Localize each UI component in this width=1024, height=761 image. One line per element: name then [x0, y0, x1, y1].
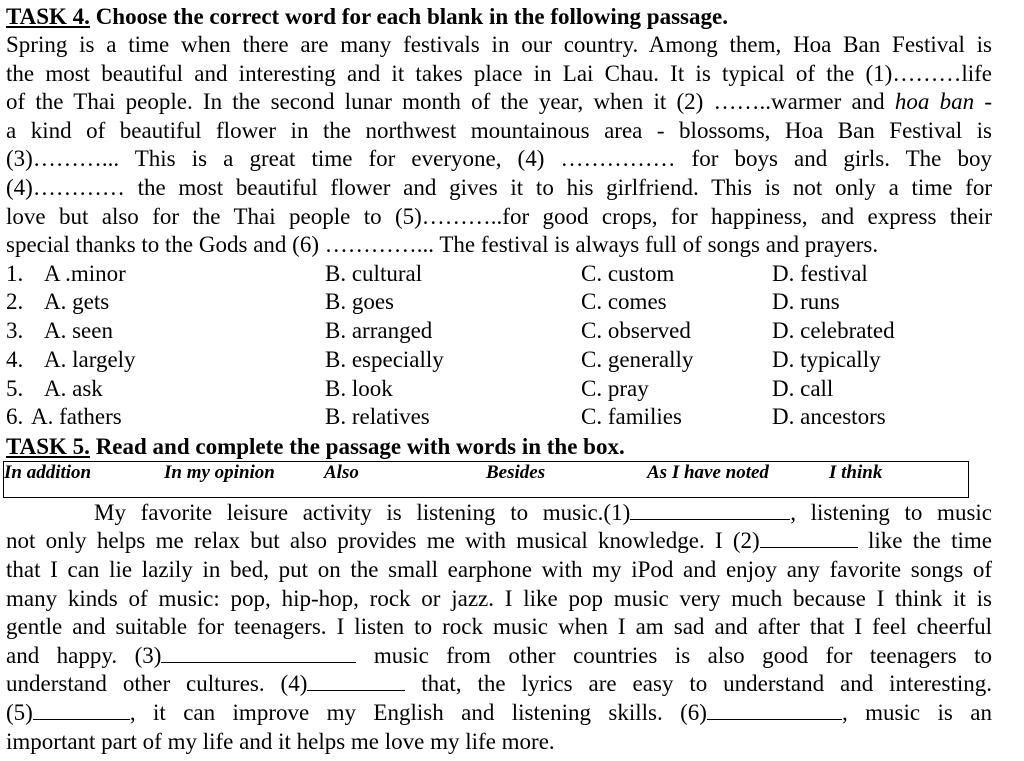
option-row-3	[6, 317, 992, 346]
option-number: 3.	[6, 318, 24, 344]
blank-2[interactable]	[760, 529, 858, 548]
option-b: B. look	[325, 375, 393, 401]
word-box-item: In my opinion	[164, 461, 275, 483]
task5-line-4: many kinds of music: pop, hip-hop, rock or jazz. I like pop music very much because I think it is	[6, 585, 992, 611]
option-b: B. arranged	[325, 318, 433, 344]
blank-1[interactable]	[630, 501, 790, 520]
task4-heading	[6, 2, 992, 31]
option-row-1	[6, 260, 992, 289]
text-segment: and happy. (3)	[6, 642, 162, 668]
option-b: B. relatives	[325, 404, 430, 430]
text-segment: (5)	[6, 700, 33, 726]
task4-passage	[6, 31, 992, 260]
task5-line-8	[6, 699, 992, 728]
task5-heading	[6, 432, 992, 461]
task5-passage	[6, 499, 992, 756]
option-number: 6.	[6, 404, 24, 430]
option-d: D. celebrated	[772, 318, 895, 344]
blank-5[interactable]	[33, 701, 130, 720]
option-c: C. families	[581, 404, 682, 430]
text-segment: that, the lyrics are easy to understand and interesting.	[405, 671, 992, 697]
task4-instruction: Choose the correct word for each blank in the following passage.	[95, 4, 728, 29]
option-c: C. comes	[581, 289, 667, 315]
option-a: A. gets	[44, 289, 110, 315]
task4-line-8: special thanks to the Gods and (6) …………... The festival is always full of songs and prayers.	[6, 232, 879, 258]
option-number: 5.	[6, 375, 24, 401]
text-segment: , music is an	[841, 700, 992, 726]
word-box	[3, 461, 969, 498]
option-a: A .minor	[44, 260, 126, 286]
text-segment: , listening to music	[790, 499, 992, 525]
option-row-5	[6, 375, 992, 404]
text-segment: , it can improve my English and listening skills. (6)	[129, 700, 707, 726]
option-b: B. especially	[325, 346, 444, 372]
task4-line-2: the most beautiful and interesting and it takes place in Lai Chau. It is typical of the (1)………life	[6, 60, 992, 86]
blank-6[interactable]	[707, 701, 842, 720]
task5-line-1	[6, 499, 992, 528]
task5-instruction: Read and complete the passage with words in the box.	[95, 433, 625, 459]
option-number: 1.	[6, 260, 24, 286]
blank-4[interactable]	[307, 672, 405, 691]
option-c: C. custom	[581, 260, 675, 286]
worksheet	[6, 2, 992, 756]
task4-line-3-text: of the Thai people. In the second lunar month of the year, when it (2) ……..warmer and	[6, 89, 885, 115]
word-box-item: As I have noted	[647, 461, 769, 483]
option-a: A. fathers	[31, 404, 122, 430]
task4-line-1: Spring is a time when there are many festivals in our country. Among them, Hoa Ban Festival is	[6, 32, 992, 57]
option-d: D. ancestors	[772, 404, 886, 430]
blank-3[interactable]	[161, 644, 356, 663]
task5-line-5: gentle and suitable for teenagers. I listen to rock music when I am sad and after that I feel cheerful	[6, 614, 992, 640]
task5-line-9: important part of my life and it helps me love my life more.	[6, 728, 555, 754]
task4-options	[6, 260, 992, 432]
option-d: D. call	[772, 375, 834, 401]
hoa-ban-term: hoa ban	[894, 89, 975, 115]
option-d: D. runs	[772, 289, 840, 315]
word-box-item: In addition	[4, 461, 92, 483]
option-number: 4.	[6, 346, 24, 372]
option-row-6	[6, 403, 992, 432]
option-c: C. generally	[581, 346, 694, 372]
option-c: C. observed	[581, 318, 691, 344]
task4-line-3	[6, 88, 992, 117]
word-box-item: Besides	[486, 461, 546, 483]
task4-line-4: a kind of beautiful flower in the northwest mountainous area - blossoms, Hoa Ban Festival is	[6, 117, 992, 143]
text-segment: understand other cultures. (4)	[6, 671, 308, 697]
text-segment: not only helps me relax but also provides me with musical knowledge. I (2)	[6, 528, 760, 554]
option-a: A. ask	[44, 375, 103, 401]
task4-line-5: (3)………... This is a great time for everyone, (4) …………… for boys and girls. The boy	[6, 146, 992, 172]
task5-line-7	[6, 670, 992, 699]
task4-label: TASK 4.	[6, 4, 90, 29]
option-c: C. pray	[581, 375, 649, 401]
task5-line-2	[6, 527, 992, 556]
task5-line-3: that I can lie lazily in bed, put on the small earphone with my iPod and enjoy any favorite songs of	[6, 557, 992, 583]
word-box-item: Also	[324, 461, 359, 483]
word-box-item: I think	[829, 461, 883, 483]
text-segment: like the time	[857, 528, 992, 554]
option-b: B. cultural	[325, 260, 423, 286]
task4-line-3-tail: -	[974, 89, 992, 115]
option-d: D. festival	[772, 260, 868, 286]
task5-label: TASK 5.	[6, 433, 90, 459]
option-d: D. typically	[772, 346, 881, 372]
option-row-4	[6, 346, 992, 375]
text-segment: My favorite leisure activity is listening to music.(1)	[94, 499, 631, 525]
task4-line-7: love but also for the Thai people to (5)………..for good crops, for happiness, and express their	[6, 203, 992, 229]
option-row-2	[6, 288, 992, 317]
task4-line-6: (4)………… the most beautiful flower and gives it to his girlfriend. This is not only a time for	[6, 174, 992, 200]
task5-line-6	[6, 642, 992, 671]
text-segment: music from other countries is also good for teenagers to	[356, 642, 992, 668]
option-a: A. seen	[44, 318, 113, 344]
option-number: 2.	[6, 289, 24, 315]
option-a: A. largely	[44, 346, 136, 372]
option-b: B. goes	[325, 289, 394, 315]
